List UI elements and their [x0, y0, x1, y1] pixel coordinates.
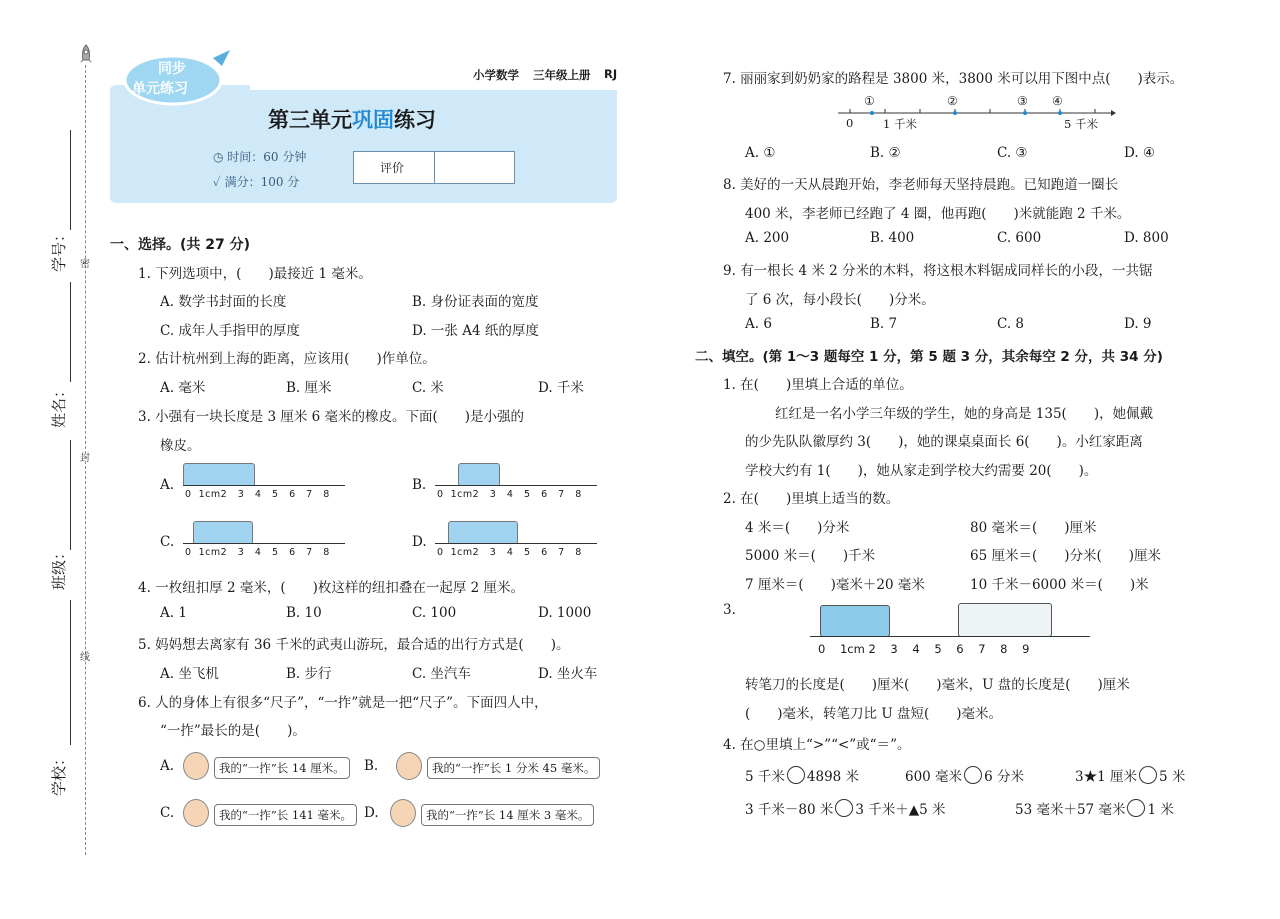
kid-b-avatar — [396, 752, 422, 780]
q7-mark-2: ② — [947, 94, 958, 108]
seal-char-mi: 密 — [80, 259, 90, 270]
q6-option-a[interactable]: A. — [160, 758, 175, 774]
f3-line1: 转笔刀的长度是( )厘米( )毫米，U 盘的长度是( )厘米 — [745, 677, 1130, 693]
q7-mark-3: ③ — [1017, 94, 1028, 108]
q8-stem-line2: 400 米，李老师已经跑了 4 圈，他再跑( )米就能跑 2 千米。 — [745, 206, 1131, 222]
sharpener-image — [820, 605, 890, 637]
compare-circle-5[interactable] — [1127, 799, 1145, 817]
grade-text: 三年级上册 — [533, 68, 591, 82]
f1-line3: 学校大约有 1( )，她从家走到学校大约需要 20( )。 — [745, 463, 1098, 479]
q6-stem-line1: 6. 人的身体上有很多“尺子”，“一拃”就是一把“尺子”。下面四人中， — [138, 695, 548, 711]
school-label: 学校： — [50, 750, 68, 796]
ruler-c — [183, 543, 345, 560]
f3-line2: ( )毫米，转笔刀比 U 盘短( )毫米。 — [745, 706, 1003, 722]
ruler-b — [435, 485, 597, 502]
ruler-d — [435, 543, 597, 560]
ruler-a — [183, 485, 345, 502]
q6-bubble-a: 我的“一拃”长 14 厘米。 — [214, 757, 350, 779]
badge-line2: 单元练习 — [132, 81, 188, 97]
eraser-d — [448, 521, 518, 545]
q6-option-b[interactable]: B. — [364, 758, 379, 774]
q7-mark-4: ④ — [1052, 94, 1063, 108]
q7-label-5km: 5 千米 — [1064, 117, 1098, 131]
unit-badge — [118, 48, 236, 108]
class-label: 班级： — [50, 544, 68, 590]
q7-option-d[interactable]: D. ④ — [1124, 145, 1156, 161]
f4-compare-2: 600 毫米 6 分米 — [905, 765, 1024, 785]
q9-option-d[interactable]: D. 9 — [1124, 316, 1152, 332]
q4-option-b[interactable]: B. 10 — [286, 605, 322, 621]
f1-line1: 红红是一名小学三年级的学生，她的身高是 135( )，她佩戴 — [775, 406, 1154, 422]
q9-option-c[interactable]: C. 8 — [997, 316, 1025, 332]
kid-d-avatar — [390, 799, 416, 827]
q3-stem-line2: 橡皮。 — [160, 438, 201, 454]
q9-stem-line1: 9. 有一根长 4 米 2 分米的木料，将这根木料锯成同样长的小段，一共锯 — [723, 263, 1153, 279]
q7-option-a[interactable]: A. ① — [745, 145, 776, 161]
f3-ruler-ticks: 0 1cm 2 3 4 5 6 7 8 9 — [818, 642, 1030, 656]
q6-bubble-d: 我的“一拃”长 14 厘米 3 毫米。 — [421, 804, 594, 826]
rocket-icon — [78, 44, 94, 72]
q6-option-d[interactable]: D. — [364, 805, 379, 821]
q4-option-a[interactable]: A. 1 — [160, 605, 187, 621]
name-blank — [70, 282, 71, 382]
q7-numberline — [836, 92, 1116, 132]
q7-option-b[interactable]: B. ② — [870, 145, 901, 161]
q5-stem: 5. 妈妈想去离家有 36 千米的武夷山游玩，最合适的出行方式是( )。 — [138, 637, 570, 653]
q9-option-b[interactable]: B. 7 — [870, 316, 898, 332]
q5-option-b[interactable]: B. 步行 — [286, 666, 332, 682]
q2-stem: 2. 估计杭州到上海的距离，应该用( )作单位。 — [138, 351, 436, 367]
subject-text: 小学数学 — [473, 68, 519, 82]
score-info: ✓ 满分：100 分 — [213, 175, 300, 189]
f4-compare-4: 3 千米－80 米 3 千米＋▲5 米 — [745, 798, 946, 818]
q9-stem-line2: 了 6 次，每小段长( )分米。 — [745, 292, 935, 308]
f2-row1-b: 80 毫米＝( )厘米 — [970, 520, 1097, 536]
q4-stem: 4. 一枚纽扣厚 2 毫米，( )枚这样的纽扣叠在一起厚 2 厘米。 — [138, 580, 525, 596]
evaluation-label: 评价 — [380, 161, 405, 175]
f2-row2-b: 65 厘米＝( )分米( )厘米 — [970, 548, 1162, 564]
q7-option-c[interactable]: C. ③ — [997, 145, 1028, 161]
q3-stem-line1: 3. 小强有一块长度是 3 厘米 6 毫米的橡皮。下面( )是小强的 — [138, 409, 525, 425]
check-circle-icon: ✓ — [213, 175, 225, 189]
f4-compare-3: 3★1 厘米 5 米 — [1075, 765, 1185, 785]
f3-number: 3. — [723, 602, 736, 618]
compare-circle-3[interactable] — [1139, 766, 1157, 784]
ruler-b-ticks: 0 1cm2 3 4 5 6 7 8 — [437, 489, 582, 500]
eraser-c — [193, 521, 253, 545]
student-id-blank — [70, 130, 71, 230]
compare-circle-4[interactable] — [835, 799, 853, 817]
f2-row3-a: 7 厘米＝( )毫米＋20 毫米 — [745, 577, 925, 593]
section1-title: 一、选择。(共 27 分) — [110, 237, 251, 253]
q8-option-a[interactable]: A. 200 — [745, 230, 790, 246]
q7-stem: 7. 丽丽家到奶奶家的路程是 3800 米，3800 米可以用下图中点( )表示。 — [723, 71, 1184, 87]
q7-label-1km: 1 千米 — [883, 117, 917, 131]
ruler-d-ticks: 0 1cm2 3 4 5 6 7 8 — [437, 547, 582, 558]
ruler-a-ticks: 0 1cm2 3 4 5 6 7 8 — [185, 489, 330, 500]
q6-option-c[interactable]: C. — [160, 805, 175, 821]
f4-stem: 4. 在○里填上“>”“<”或“＝”。 — [723, 737, 911, 753]
q5-option-d[interactable]: D. 坐火车 — [538, 666, 598, 682]
q6-bubble-c: 我的“一拃”长 141 毫米。 — [214, 804, 357, 826]
q7-mark-1: ① — [864, 94, 875, 108]
q9-option-a[interactable]: A. 6 — [745, 316, 772, 332]
compare-circle-1[interactable] — [787, 766, 805, 784]
q2-option-a[interactable]: A. 毫米 — [160, 380, 206, 396]
q3-option-c[interactable]: C. — [160, 534, 175, 550]
q5-option-a[interactable]: A. 坐飞机 — [160, 666, 219, 682]
eraser-a — [183, 463, 255, 487]
q2-option-c[interactable]: C. 米 — [412, 380, 444, 396]
eraser-b — [458, 463, 500, 487]
f4-compare-1: 5 千米 4898 米 — [745, 765, 859, 785]
f3-ruler — [810, 636, 1090, 657]
q1-option-d[interactable]: D. 一张 A4 纸的厚度 — [412, 323, 539, 339]
f4-compare-5: 53 毫米＋57 毫米 1 米 — [1015, 798, 1174, 818]
q3-option-a[interactable]: A. — [160, 477, 175, 493]
q8-stem-line1: 8. 美好的一天从晨跑开始，李老师每天坚持晨跑。已知跑道一圈长 — [723, 177, 1119, 193]
q1-option-a[interactable]: A. 数学书封面的长度 — [160, 294, 287, 310]
school-blank — [70, 600, 71, 745]
q4-option-c[interactable]: C. 100 — [412, 605, 457, 621]
q7-label-0: 0 — [846, 116, 854, 130]
q4-option-d[interactable]: D. 1000 — [538, 605, 592, 621]
q6-stem-line2: “一拃”最长的是( )。 — [160, 723, 306, 739]
f2-row2-a: 5000 米＝( )千米 — [745, 548, 876, 564]
q2-option-d[interactable]: D. 千米 — [538, 380, 584, 396]
page-title: 第三单元巩固练习 — [268, 108, 436, 132]
q1-option-b[interactable]: B. 身份证表面的宽度 — [412, 294, 539, 310]
edition-text: RJ — [604, 67, 618, 81]
badge-line1: 同步 — [158, 61, 186, 77]
evaluation-box — [353, 151, 515, 184]
q3-option-d[interactable]: D. — [412, 534, 427, 550]
q1-stem: 1. 下列选项中，( )最接近 1 毫米。 — [138, 266, 372, 282]
kid-c-avatar — [183, 799, 209, 827]
f1-line2: 的少先队队徽厚约 3( )，她的课桌桌面长 6( )。小红家距离 — [745, 434, 1143, 450]
f2-row3-b: 10 千米－6000 米＝( )米 — [970, 577, 1149, 593]
student-id-label: 学号： — [50, 226, 68, 272]
q5-option-c[interactable]: C. 坐汽车 — [412, 666, 471, 682]
f1-stem: 1. 在( )里填上合适的单位。 — [723, 377, 913, 393]
q3-option-b[interactable]: B. — [412, 477, 427, 493]
evaluation-field[interactable] — [435, 152, 514, 183]
q8-option-d[interactable]: D. 800 — [1124, 230, 1169, 246]
q6-bubble-b: 我的“一拃”长 1 分米 45 毫米。 — [427, 757, 600, 779]
time-info: ◷ 时间：60 分钟 — [213, 150, 307, 164]
seal-char-feng: 封 — [80, 453, 90, 464]
compare-circle-2[interactable] — [964, 766, 982, 784]
usb-drive-image — [958, 603, 1052, 637]
q8-option-c[interactable]: C. 600 — [997, 230, 1042, 246]
ruler-c-ticks: 0 1cm2 3 4 5 6 7 8 — [185, 547, 330, 558]
class-blank — [70, 440, 71, 550]
seal-char-xian: 线 — [80, 652, 90, 663]
q8-option-b[interactable]: B. 400 — [870, 230, 915, 246]
q2-option-b[interactable]: B. 厘米 — [286, 380, 332, 396]
name-label: 姓名： — [50, 382, 68, 428]
kid-a-avatar — [183, 752, 209, 780]
section2-title: 二、填空。(第 1～3 题每空 1 分，第 5 题 3 分，其余每空 2 分，共 34 分) — [695, 349, 1163, 365]
f2-row1-a: 4 米＝( )分米 — [745, 520, 850, 536]
clock-icon: ◷ — [213, 150, 228, 164]
q1-option-c[interactable]: C. 成年人手指甲的厚度 — [160, 323, 300, 339]
f2-stem: 2. 在( )里填上适当的数。 — [723, 491, 900, 507]
